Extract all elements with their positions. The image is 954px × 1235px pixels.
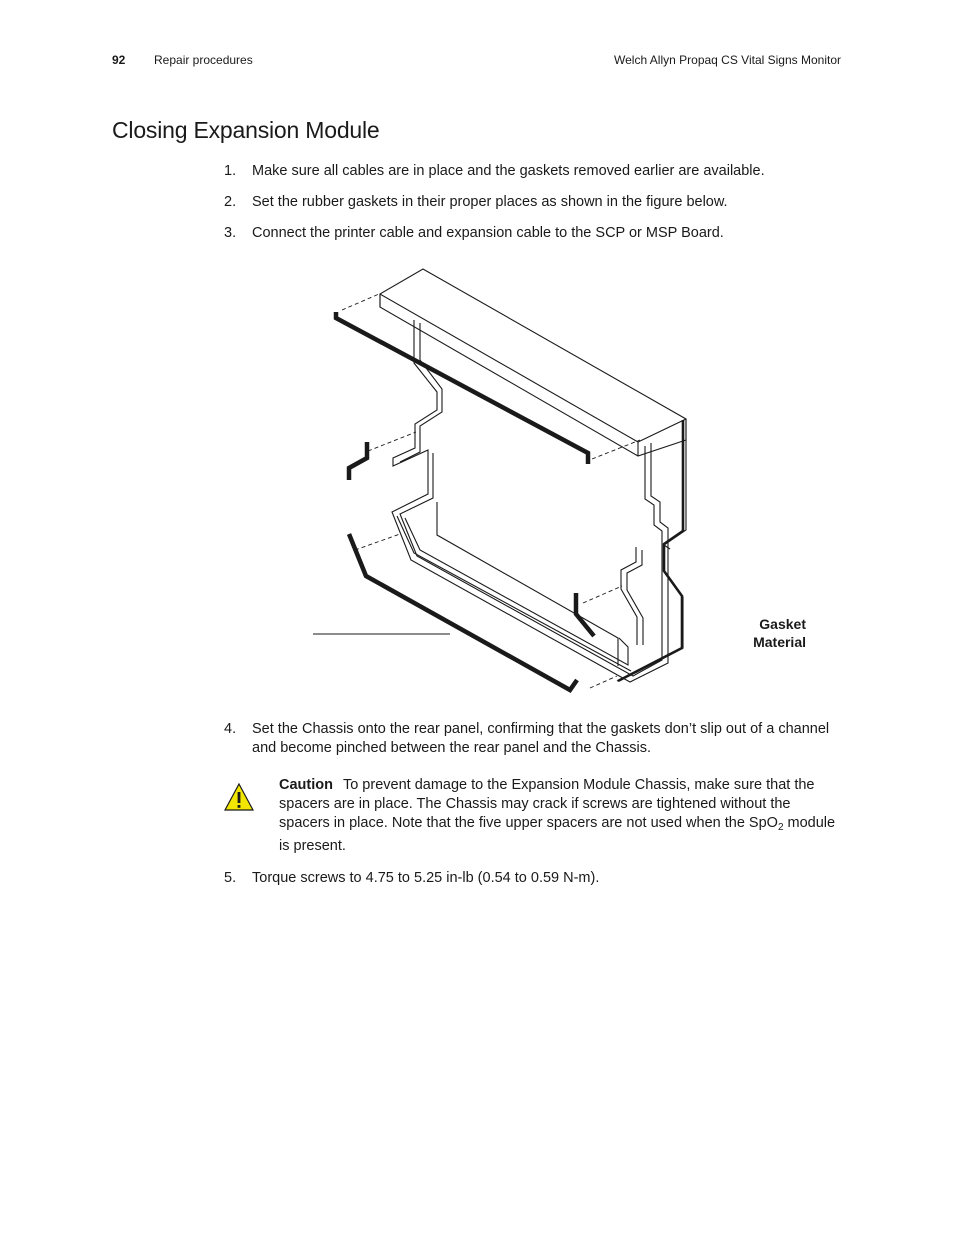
channel-outer xyxy=(392,320,668,682)
step-number: 2. xyxy=(224,194,237,210)
step-number: 4. xyxy=(224,721,237,737)
page-number: 92 xyxy=(112,53,126,67)
gasket-diagram xyxy=(240,260,700,700)
document-title: Welch Allyn Propaq CS Vital Signs Monitor xyxy=(614,53,841,67)
page-header xyxy=(0,53,954,69)
step-number: 3. xyxy=(224,225,237,241)
label-line-1: Gasket xyxy=(759,616,806,632)
warning-triangle-icon xyxy=(224,783,254,811)
step-text: Set the Chassis onto the rear panel, confirming that the gaskets don’t slip out of a channel and become pinched between the rear panel and the Chassis. xyxy=(252,721,830,756)
step-text: Set the rubber gaskets in their proper places as shown in the figure below. xyxy=(252,194,728,210)
gasket-top xyxy=(336,312,588,464)
step-text: Connect the printer cable and expansion cable to the SCP or MSP Board. xyxy=(252,225,724,241)
chassis-top-edge xyxy=(380,269,686,456)
gasket-bottom xyxy=(349,534,577,690)
caution-body: To prevent damage to the Expansion Module Chassis, make sure that the spacers are in place. The Chassis may crack if screws are tightened without the spacers in place. Note that the five upper spacers are not used when the SpO xyxy=(279,777,815,831)
gasket-left-upper xyxy=(349,442,367,480)
caution-body-end: module is present. xyxy=(279,815,836,854)
gasket-material-label xyxy=(753,615,806,651)
label-line-2: Material xyxy=(753,634,806,650)
step-number: 5. xyxy=(224,870,237,886)
step-number: 1. xyxy=(224,163,237,179)
page-title: Closing Expansion Module xyxy=(112,117,380,143)
section-name: Repair procedures xyxy=(154,53,253,67)
step-text: Make sure all cables are in place and the gaskets removed earlier are available. xyxy=(252,163,765,179)
caution-subscript: 2 xyxy=(777,822,784,833)
caution-note xyxy=(279,776,839,856)
caution-label: Caution xyxy=(279,777,333,793)
step-text: Torque screws to 4.75 to 5.25 in-lb (0.54 to 0.59 N-m). xyxy=(252,870,600,886)
